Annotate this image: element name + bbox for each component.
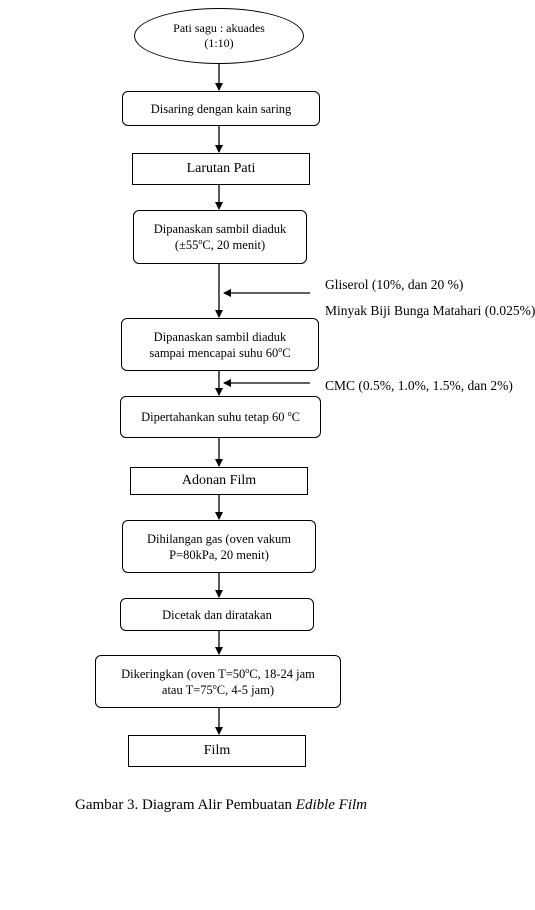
input-gliserol: Gliserol (10%, dan 20 %) (325, 277, 464, 292)
step-saring-label: Disaring dengan kain saring (150, 101, 292, 116)
step-kering-line1-b: C, 18-24 jam (249, 666, 315, 681)
step-saring (122, 91, 320, 126)
input-cmc: CMC (0.5%, 1.0%, 1.5%, dan 2%) (325, 378, 513, 393)
step-dipanaskan-1 (133, 210, 307, 264)
step-cetak-label: Dicetak dan diratakan (162, 607, 272, 622)
start-node (134, 8, 304, 64)
step-pertahankan-b: C (291, 410, 300, 424)
start-line1: Pati sagu : akuades (173, 21, 265, 35)
step-panas2-line1: Dipanaskan sambil diaduk (153, 329, 287, 344)
step-panas2-line2-a: sampai mencapai suhu 60 (149, 345, 279, 360)
step-kering-line1-a: Dikeringkan (oven T=50 (121, 666, 246, 681)
step-panas1-line1: Dipanaskan sambil diaduk (153, 222, 287, 236)
caption-emphasis: Edible Film (295, 797, 368, 813)
caption-text: Gambar 3. Diagram Alir Pembuatan (75, 797, 296, 813)
step-dicetak (120, 598, 314, 631)
figure-caption (75, 797, 367, 814)
step-kering-line2-b: C, 4-5 jam) (216, 682, 275, 697)
step-dipertahankan (120, 396, 321, 438)
step-gas-line1: Dihilangan gas (oven vakum (146, 531, 292, 546)
step-gas-line2: P=80kPa, 20 menit) (169, 547, 269, 562)
step-adonan-label: Adonan Film (181, 473, 257, 488)
degree-sup: o (198, 236, 203, 246)
degree-sup: o (245, 665, 250, 675)
degree-sup: o (287, 408, 292, 418)
step-panas1-line2-b: C, 20 menit) (202, 238, 266, 252)
step-dihilangan-gas (122, 520, 316, 573)
end-label: Film (203, 743, 231, 758)
start-line2: (1:10) (204, 36, 234, 50)
step-dikeringkan (95, 655, 341, 708)
step-dipanaskan-2 (121, 318, 319, 371)
step-pertahankan-a: Dipertahankan suhu tetap 60 (141, 410, 288, 424)
step-kering-line2-a: atau T=75 (161, 682, 213, 697)
input-minyak: Minyak Biji Bunga Matahari (0.025%) (325, 303, 535, 318)
step-panas1-line2-a: (±55 (174, 238, 199, 252)
step-larutan-pati (132, 153, 310, 185)
step-panas2-line2-b: C (282, 345, 291, 360)
step-adonan-film (130, 467, 308, 495)
end-node-film (128, 735, 306, 767)
step-larutan-label: Larutan Pati (186, 161, 256, 176)
degree-sup: o (212, 681, 217, 691)
degree-sup: o (278, 344, 283, 354)
